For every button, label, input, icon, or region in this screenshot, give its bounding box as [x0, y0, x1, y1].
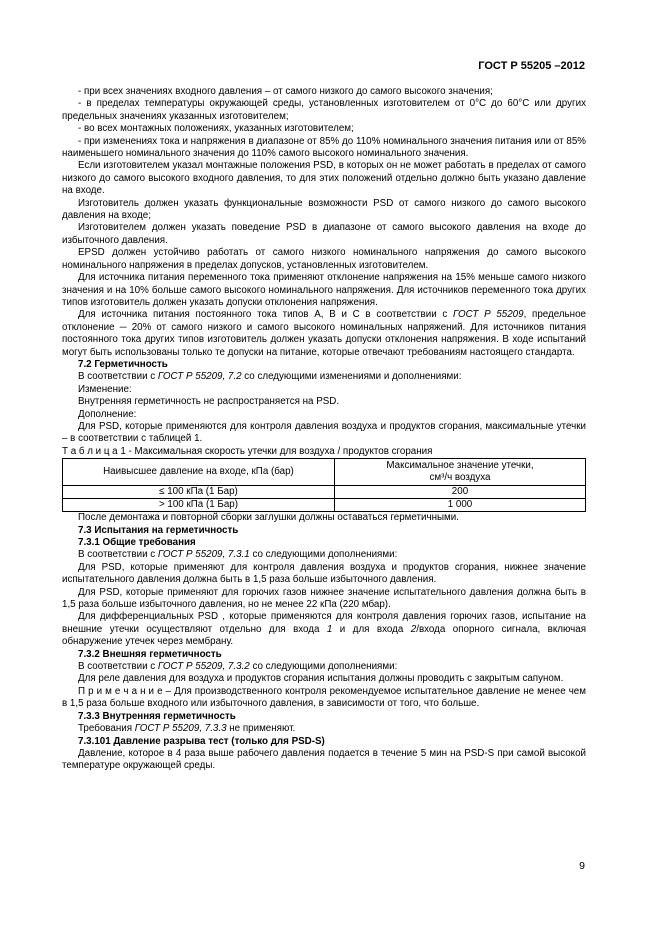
paragraph: Дополнение: [78, 408, 137, 420]
paragraph: Для PSD, которые применяют для горючих газов нижнее значение испытательного давления должна быть в 1,5 раза больше избыточного давления, но не менее 22 кПа (220 мбар). [62, 586, 586, 611]
paragraph: Для PSD, которые применяются для контроля давления воздуха и продуктов сгорания, максимальные утечки – в соответствии с таблицей 1. [62, 420, 586, 445]
text-span: В соответствии с [78, 371, 158, 383]
note [62, 686, 586, 711]
subsection-heading: 7.3.1 Общие требования [78, 537, 196, 548]
text-span: , предельное отклонение ─ 20% от самого низкого и самого высокого номинальных напряжений. Для источников питания постоянного тока других типов изготовитель должен указать допуски отклонения напряжения. В ходе испытаний могут быть использованы только те допуски на питание, которые отвечают требованиям настоящего стандарта. [62, 309, 586, 358]
text-span: Требования [78, 723, 135, 735]
table-header-leak [334, 459, 585, 486]
note-label: П р и м е ч а н и е [78, 685, 163, 697]
paragraph: После демонтажа и повторной сборки заглушки должны оставаться герметичными. [78, 512, 459, 524]
paragraph: Внутренняя герметичность не распространяется на PSD. [78, 396, 340, 408]
table-cell-pressure: ≤ 100 кПа (1 Бар) [63, 486, 335, 499]
section-heading: 7.2 Герметичность [78, 358, 168, 370]
standard-reference: ГОСТ Р 55209, 7.3.1 [157, 549, 250, 561]
table-caption: Т а б л и ц а 1 - Максимальная скорость утечки для воздуха / продуктов сгорания [62, 445, 433, 457]
table-row [63, 499, 586, 512]
standard-reference: ГОСТ Р 55209 [453, 309, 524, 321]
paragraph [62, 549, 586, 561]
text-span: и для входа [332, 623, 411, 635]
note-text: – Для производственного контроля рекомендуемое испытательное давление не менее чем в 1,5 раза больше входного или избыточного давления, в зависимости от того, что больше. [62, 685, 586, 710]
subsection-heading: 7.3.101 Давление разрыва тест (только для PSD-S) [78, 735, 325, 747]
paragraph: Для источника питания переменного тока применяют отклонение напряжения на 15% меньше самого низкого значения и на 10% больше самого высокого номинального напряжения. Для источников переменного тока других типов изготовитель должен указать допуски отклонения напряжения. [62, 272, 586, 308]
text-span: /входа опорного сигнала, включая обнаружение утечек через мембрану. [62, 623, 586, 648]
paragraph: - во всех монтажных положениях, указанных изготовителем; [78, 123, 354, 135]
document-body [62, 86, 586, 773]
paragraph: Если изготовителем указал монтажные положения PSD, в которых он не может работать в пределах от самого низкого до самого высокого входного давления, то для этих положений отдельно должно быть указано давление на входе. [62, 160, 586, 197]
table-row [63, 486, 586, 499]
table-header-pressure: Наивысшее давление на входе, кПа (бар) [63, 459, 335, 486]
paragraph: EPSD должен устойчиво работать от самого низкого номинального напряжения до самого высокого номинального напряжения в пределах допусков, установленных изготовителем. [62, 247, 586, 271]
standard-reference: ГОСТ Р 55209, 7.3.3 [134, 723, 227, 735]
section-heading: 7.3 Испытания на герметичность [78, 524, 239, 536]
text-span: со следующими дополнениями: [249, 661, 398, 673]
text-span: Для источника питания постоянного тока типов А, В и С в соответствии с [78, 309, 453, 321]
table-cell-pressure: > 100 кПа (1 Бар) [63, 499, 335, 512]
paragraph: - при изменениях тока и напряжения в диапазоне от 85% до 110% номинального значения питания или от 85% наименьшего номинального значения до 110% самого высокого номинального значения. [62, 135, 586, 160]
paragraph [62, 661, 586, 673]
paragraph [62, 611, 586, 648]
text-span: Для дифференциальных PSD , которые применяются для контроля давления горючих газов, испытание на внешние утечки осуществляют отдельно для входа [62, 611, 586, 635]
standard-reference: ГОСТ Р 55209, 7.3.2 [157, 661, 250, 673]
paragraph: Давление, которое в 4 раза выше рабочего давления подается в течение 5 мин на PSD-S при самой высокой температуре окружающей среды. [62, 747, 586, 772]
paragraph: - в пределах температуры окружающей среды, установленных изготовителем от 0°С до 60°С или других предельных значениях указанных изготовителем; [62, 98, 586, 122]
header-line: см³/ч воздуха [429, 472, 491, 484]
paragraph: Изготовитель должен указать функциональные возможности PSD от самого низкого до самого высокого давления на входе; [62, 197, 586, 222]
table-cell-leak: 200 [334, 486, 585, 499]
input-number: 1 [326, 623, 333, 635]
page-header: ГОСТ Р 55205 –2012 [478, 60, 585, 72]
paragraph: Изменение: [78, 383, 132, 395]
text-span: В соответствии с [78, 661, 158, 673]
paragraph [62, 309, 586, 359]
standard-reference: ГОСТ Р 55209, 7.2 [157, 371, 242, 383]
paragraph [62, 723, 586, 735]
subsection-heading: 7.3.2 Внешняя герметичность [78, 648, 222, 660]
text-span: В соответствии с [78, 549, 158, 561]
subsection-heading: 7.3.3 Внутренняя герметичность [78, 710, 236, 722]
text-span: со следующими изменениями и дополнениями: [241, 371, 462, 383]
paragraph [62, 371, 586, 383]
paragraph: Для реле давления для воздуха и продуктов сгорания испытания должны проводить с закрытым сапуном. [78, 673, 564, 685]
input-number: 2 [410, 623, 417, 635]
table-cell-leak: 1 000 [334, 499, 585, 512]
leakage-table [62, 458, 586, 512]
paragraph: Для PSD, которые применяют для контроля давления воздуха и продуктов сгорания, нижнее значение испытательного давления должна быть в 1,5 раза больше избыточного давления. [62, 561, 586, 586]
text-span: со следующими дополнениями: [249, 549, 398, 561]
paragraph: Изготовителем должен указать поведение PSD в диапазоне от самого высокого давления на входе до избыточного давления. [62, 222, 586, 246]
table-header-row [63, 459, 586, 486]
page-number: 9 [579, 860, 585, 872]
text-span: не применяют. [226, 723, 296, 735]
paragraph: - при всех значениях входного давления – от самого низкого до самого высокого значения; [78, 86, 493, 97]
header-line: Максимальное значение утечки, [386, 460, 534, 472]
